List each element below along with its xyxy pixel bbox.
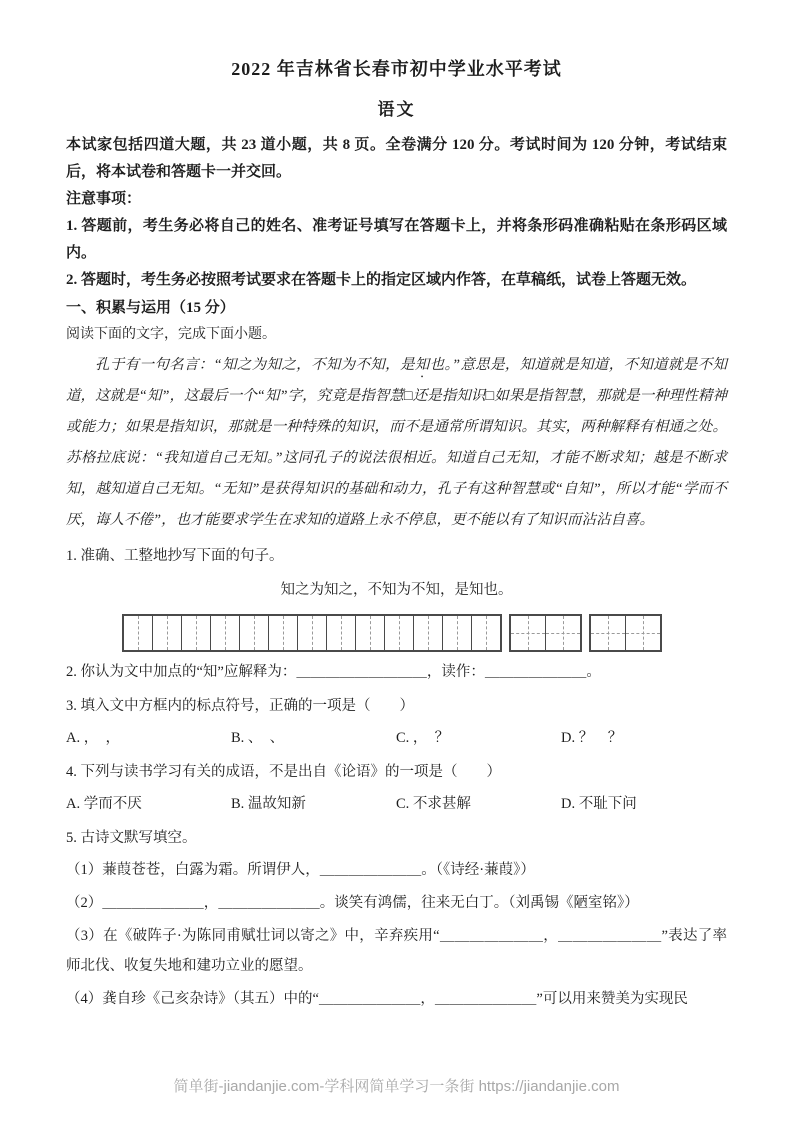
grid-cell — [414, 616, 443, 650]
writing-grid-strip — [122, 614, 502, 652]
grid-cell — [472, 616, 500, 650]
question-4: 4. 下列与读书学习有关的成语，不是出自《论语》的一项是（ ） — [66, 764, 501, 780]
q4-option-a: A. 学而不厌 — [66, 796, 142, 812]
tian-cell — [591, 616, 626, 650]
tian-cell — [511, 616, 546, 650]
q3-option-b: B. 、 、 — [231, 730, 285, 746]
grid-cell — [443, 616, 472, 650]
footer-watermark: 简单街-jiandanjie.com-学科网简单学习一条街 https://jiandanjie.com — [173, 1078, 620, 1095]
passage-emphasized-char: 知 — [414, 357, 430, 373]
question-2: 2. 你认为文中加点的“知”应解释为：＿＿＿＿＿＿＿＿＿，读作：＿＿＿＿＿＿＿。 — [66, 664, 601, 680]
tian-grid-block — [509, 614, 582, 652]
q3-option-d: D. ？ ？ — [561, 730, 623, 746]
reading-instruction: 阅读下面的文字，完成下面小题。 — [66, 327, 276, 342]
q5-item-2: （2）＿＿＿＿＿＿＿，＿＿＿＿＿＿＿。谈笑有鸿儒，往来无白丁。（刘禹锡《陋室铭》） — [66, 895, 639, 911]
grid-cell — [211, 616, 240, 650]
copy-writing-grid — [122, 614, 727, 652]
grid-cell — [385, 616, 414, 650]
grid-cell — [153, 616, 182, 650]
q3-option-a: A. ， ， — [66, 730, 120, 746]
grid-cell — [327, 616, 356, 650]
section-heading: 一、积累与运用（15 分） — [66, 300, 235, 316]
grid-cell — [269, 616, 298, 650]
q5-item-4: （4）龚自珍《己亥杂诗》（其五）中的“＿＿＿＿＿＿＿，＿＿＿＿＿＿＿”可以用来赞美为实现民 — [66, 991, 688, 1007]
question-4-options — [66, 790, 727, 818]
question-1-sentence: 知之为知之，不知为不知，是知也。 — [280, 582, 513, 598]
q4-option-c: C. 不求甚解 — [396, 796, 471, 812]
tian-cell — [546, 616, 580, 650]
reading-passage — [66, 350, 727, 536]
q5-item-3: （3）在《破阵子·为陈同甫赋壮词以寄之》中，辛弃疾用“＿＿＿＿＿＿＿，＿＿＿＿＿＿＿”表达了率师北伐、收复失地和建功立业的愿望。 — [66, 928, 727, 974]
question-3-options — [66, 724, 727, 752]
q4-option-b: B. 温故知新 — [231, 796, 306, 812]
page-title: 2022 年吉林省长春市初中学业水平考试 — [231, 59, 562, 79]
front-matter — [66, 132, 727, 294]
note-2: 2. 答题时，考生务必按照考试要求在答题卡上的指定区域内作答，在草稿纸，试卷上答题无效。 — [66, 272, 697, 288]
grid-cell — [240, 616, 269, 650]
grid-cell — [356, 616, 385, 650]
note-1: 1. 答题前，考生务必将自己的姓名、准考证号填写在答题卡上，并将条形码准确粘贴在条形码区域内。 — [66, 218, 727, 261]
subject-title: 语文 — [377, 100, 416, 119]
q3-option-c: C. ， ？ — [396, 730, 450, 746]
grid-cell — [124, 616, 153, 650]
grid-cell — [182, 616, 211, 650]
tian-cell — [626, 616, 660, 650]
notes-title: 注意事项： — [66, 191, 142, 207]
question-5: 5. 古诗文默写填空。 — [66, 830, 197, 846]
question-1: 1. 准确、工整地抄写下面的句子。 — [66, 548, 284, 564]
question-3: 3. 填入文中方框内的标点符号，正确的一项是（ ） — [66, 698, 414, 714]
tian-grid-block — [589, 614, 662, 652]
passage-after-emphasis: 也。”意思是，知道就是知道，不知道就是不知道，这就是“知”，这最后一个“知”字，究竟是指智慧□还是指知识□如果是指智慧，那就是一种理性精神或能力；如果是指知识，那就是一种特殊的知识，而不是通常所谓知识。其实，两种解释有相通之处。苏格拉底说：“我知道自己无知。”这同孔子的说法很相近。知道自己无知，才能不断求知；越是不断求知，越知道自己无知。“无知”是获得知识的基础和动力，孔子有这种智慧或“自知”，所以才能“学而不厌，诲人不倦”，也才能要求学生在求知的道路上永不停息，更不能以有了知识而沾沾自喜。 — [66, 357, 728, 528]
passage-before-emphasis: 孔于有一句名言：“知之为知之，不知为不知，是 — [95, 357, 415, 373]
exam-summary: 本试家包括四道大题，共 23 道小题，共 8 页。全卷满分 120 分。考试时间为 120 分钟，考试结束后，将本试卷和答题卡一并交回。 — [66, 137, 727, 180]
q5-item-1: （1）蒹葭苍苍，白露为霜。所谓伊人，＿＿＿＿＿＿＿。（《诗经·蒹葭》） — [66, 862, 535, 878]
grid-cell — [298, 616, 327, 650]
q4-option-d: D. 不耻下问 — [561, 796, 637, 812]
